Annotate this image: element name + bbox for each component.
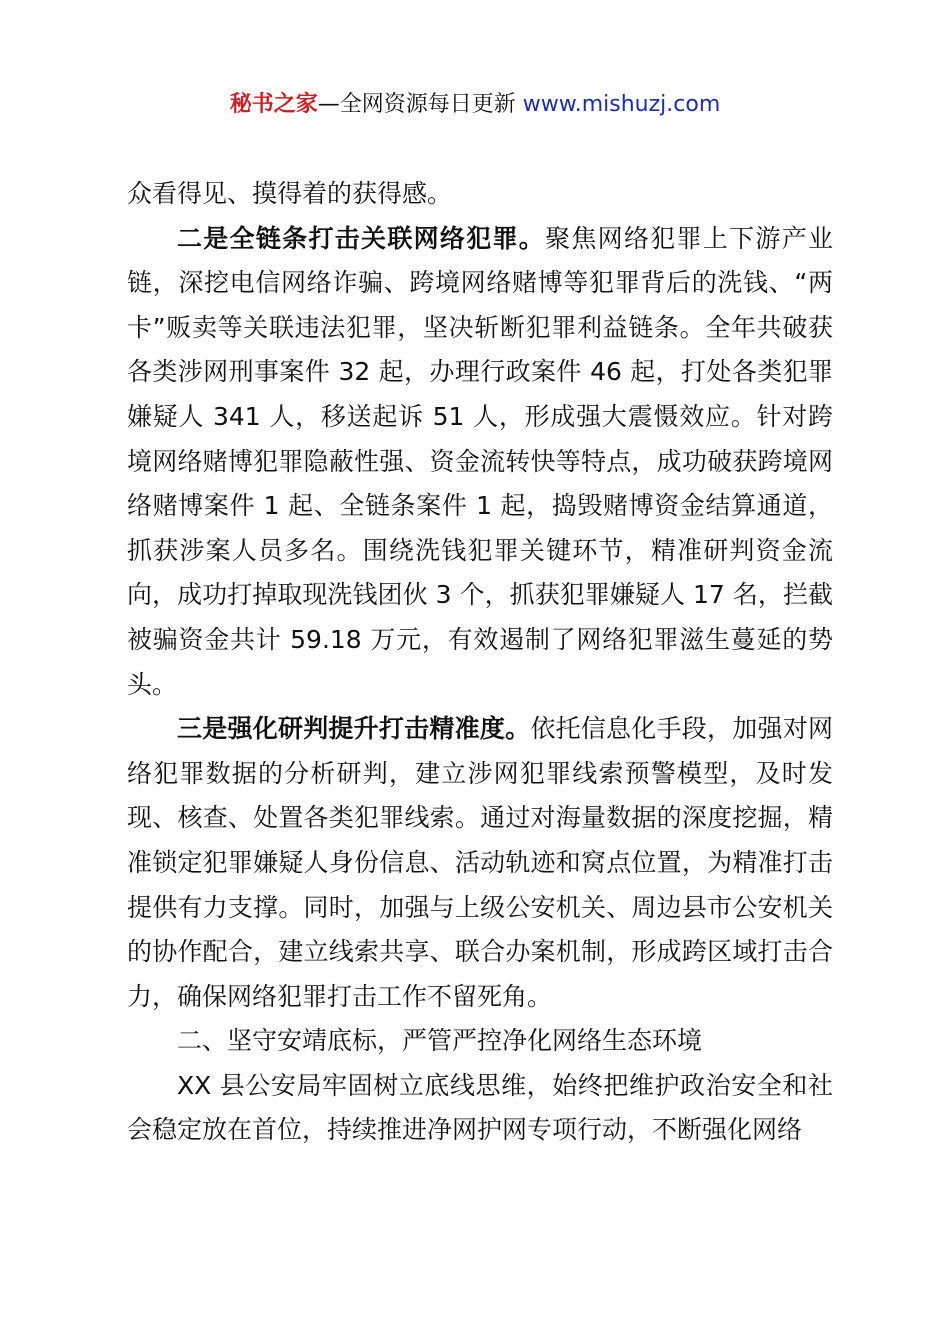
header-tagline: —全网资源每日更新 [317,92,523,117]
page-header [0,88,950,122]
section-heading [127,1019,833,1064]
section-heading-text: 二、坚守安靖底标，严管严控净化网络生态环境 [177,1026,703,1056]
paragraph-text: XX 县公安局牢固树立底线思维，始终把维护政治安全和社会稳定放在首位，持续推进净网护网专项行动，不断强化网络 [127,1070,833,1145]
paragraph-full-chain-strike [127,217,833,708]
paragraph-precision-analysis [127,707,833,1019]
paragraph-text: 依托信息化手段，加强对网络犯罪数据的分析研判，建立涉网犯罪线索预警模型，及时发现、核查、处置各类犯罪线索。通过对海量数据的深度挖掘，精准锁定犯罪嫌疑人身份信息、活动轨迹和窝点位置，为精准打击提供有力支撑。同时，加强与上级公安机关、周边县市公安机关的协作配合，建立线索共享、联合办案机制，形成跨区域打击合力，确保网络犯罪打击工作不留死角。 [127,714,833,1011]
header-brand: 秘书之家 [229,92,318,117]
paragraph-continuation [127,172,833,217]
paragraph-text: 聚焦网络犯罪上下游产业链，深挖电信网络诈骗、跨境网络赌博等犯罪背后的洗钱、“两卡”贩卖等关联违法犯罪，坚决斩断犯罪利益链条。全年共破获各类涉网刑事案件 32 起，办理行政案件 46 起，打处各类犯罪嫌疑人 341 人，移送起诉 51 人，形成强大震慑效应。针对跨境网络赌博犯罪隐蔽性强、资金流转快等特点，成功破获跨境网络赌博案件 1 起、全链条案件 1 起，捣毁赌博资金结算通道，抓获涉案人员多名。围绕洗钱犯罪关键环节，精准研判资金流向，成功打掉取现洗钱团伙 3 个，抓获犯罪嫌疑人 17 名，拦截被骗资金共计 59.18 万元，有效遏制了网络犯罪滋生蔓延的势头。 [127,223,833,699]
paragraph-section-intro [127,1064,833,1153]
paragraph-text: 众看得见、摸得着的获得感。 [127,179,453,208]
document-body [127,172,833,1153]
paragraph-lead: 二是全链条打击关联网络犯罪。 [177,223,546,253]
header-site-link[interactable]: www.mishuzj.com [522,92,721,117]
paragraph-lead: 三是强化研判提升打击精准度。 [177,714,531,744]
